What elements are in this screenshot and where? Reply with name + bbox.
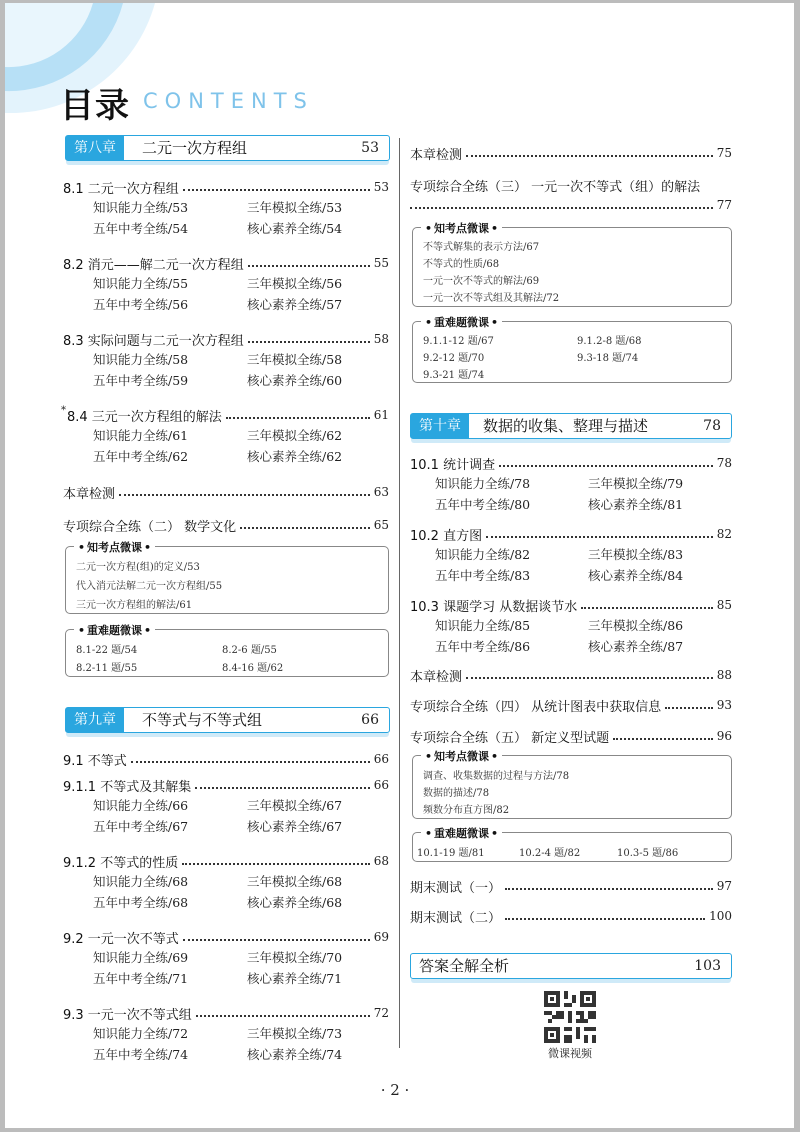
- box-label: • 知考点微课 •: [421, 220, 502, 236]
- answers-page: 103: [694, 958, 721, 974]
- knowledge-microlesson-box: [412, 750, 732, 819]
- qr-caption: 微课视频: [548, 1047, 592, 1060]
- entry-title: 专项综合全练（三） 一元一次不等式（组）的解法: [410, 179, 701, 195]
- chapter-name: 二元一次方程组: [142, 139, 248, 157]
- entry-title: 10.2 直方图: [410, 528, 483, 544]
- sub-entry[interactable]: 五年中考全练/67: [93, 819, 189, 834]
- chapter-page: 66: [361, 712, 379, 728]
- chapter-number: 第九章: [66, 708, 124, 732]
- entry-title: 本章检测: [63, 486, 116, 502]
- entry-title: 9.3 一元一次不等式组: [63, 1007, 192, 1023]
- sub-entry[interactable]: 核心素养全练/81: [588, 497, 684, 512]
- knowledge-microlesson-box: [412, 222, 732, 307]
- microlesson-item[interactable]: 8.2-6 题/55: [222, 645, 277, 656]
- entry-title: 期末测试（二）: [410, 910, 502, 926]
- answers-header[interactable]: [410, 953, 732, 979]
- toc-entry-8-1[interactable]: [63, 177, 389, 197]
- chapter-10-header[interactable]: [410, 413, 732, 439]
- chapter-page: 53: [361, 140, 379, 156]
- entry-title: 8.1 二元一次方程组: [63, 181, 179, 197]
- answers-name: 答案全解全析: [419, 957, 510, 975]
- difficult-microlesson-box: [412, 827, 732, 862]
- sub-entry[interactable]: 知识能力全练/82: [435, 547, 531, 562]
- sub-entry[interactable]: 知识能力全练/53: [93, 200, 189, 215]
- chapter-9-header[interactable]: [65, 707, 390, 733]
- sub-entry[interactable]: 知识能力全练/78: [435, 476, 531, 491]
- chapter-name: 数据的收集、整理与描述: [483, 417, 649, 435]
- toc-entry-special-5[interactable]: [410, 726, 732, 746]
- qr-code-icon[interactable]: [544, 991, 596, 1043]
- toc-entry-special-3[interactable]: [410, 175, 732, 195]
- sub-entry[interactable]: 知识能力全练/55: [93, 276, 189, 291]
- toc-entry-special-3-leader[interactable]: [410, 195, 732, 215]
- microlesson-item[interactable]: 不等式解集的表示方法/67: [423, 242, 540, 253]
- difficult-microlesson-box: [412, 316, 732, 383]
- sub-entry[interactable]: 三年模拟全练/79: [588, 476, 684, 491]
- toc-entry-9-3[interactable]: [63, 1003, 389, 1023]
- microlesson-item[interactable]: 频数分布直方图/82: [423, 805, 510, 816]
- toc-entry-special-2[interactable]: [63, 515, 389, 535]
- entry-page: 78: [716, 456, 732, 470]
- microlesson-item[interactable]: 9.1.2-8 题/68: [577, 336, 642, 347]
- sub-entry[interactable]: 五年中考全练/54: [93, 221, 189, 236]
- chapter-number: 第八章: [66, 136, 124, 160]
- entry-page: 75: [716, 146, 732, 160]
- sub-entry[interactable]: 五年中考全练/62: [93, 449, 189, 464]
- toc-entry-8-3[interactable]: [63, 329, 389, 349]
- sub-entry[interactable]: 三年模拟全练/62: [247, 428, 343, 443]
- entry-title: 8.4 三元一次方程组的解法: [67, 409, 222, 425]
- sub-entry[interactable]: 核心素养全练/74: [247, 1047, 343, 1062]
- sub-entry[interactable]: 三年模拟全练/86: [588, 618, 684, 633]
- toc-entry-final-1[interactable]: [410, 876, 732, 896]
- entry-page: 69: [373, 930, 389, 944]
- entry-page: 55: [373, 256, 389, 270]
- toc-entry-8-4[interactable]: [61, 405, 389, 425]
- sub-entry[interactable]: 三年模拟全练/68: [247, 874, 343, 889]
- entry-page: 66: [373, 752, 389, 766]
- entry-title: 本章检测: [410, 669, 463, 685]
- toc-page: [5, 3, 794, 1128]
- microlesson-item[interactable]: 不等式的性质/68: [423, 259, 500, 270]
- microlesson-item[interactable]: 10.3-5 题/86: [617, 848, 679, 859]
- chapter-name: 不等式与不等式组: [142, 711, 263, 729]
- entry-page: 93: [716, 698, 732, 712]
- microlesson-item[interactable]: 调查、收集数据的过程与方法/78: [423, 771, 570, 782]
- entry-page: 82: [716, 527, 732, 541]
- toc-entry-10-1[interactable]: [410, 453, 732, 473]
- entry-page: 66: [373, 778, 389, 792]
- sub-entry[interactable]: 核心素养全练/57: [247, 297, 343, 312]
- sub-entry[interactable]: 核心素养全练/62: [247, 449, 343, 464]
- microlesson-item[interactable]: 10.1-19 题/81: [417, 848, 485, 859]
- entry-page: 72: [373, 1006, 389, 1020]
- entry-title: 专项综合全练（五） 新定义型试题: [410, 730, 610, 746]
- difficult-microlesson-box: [65, 624, 389, 677]
- microlesson-item[interactable]: 代入消元法解二元一次方程组/55: [76, 581, 223, 592]
- microlesson-item[interactable]: 一元一次不等式的解法/69: [423, 276, 540, 287]
- sub-entry[interactable]: 五年中考全练/80: [435, 497, 531, 512]
- toc-entry-chapter-test[interactable]: [410, 665, 732, 685]
- sub-entry[interactable]: 知识能力全练/85: [435, 618, 531, 633]
- microlesson-item[interactable]: 9.3-18 题/74: [577, 353, 639, 364]
- entry-page: 100: [709, 909, 732, 923]
- sub-entry[interactable]: 核心素养全练/87: [588, 639, 684, 654]
- microlesson-item[interactable]: 8.4-16 题/62: [222, 663, 284, 674]
- entry-page: 88: [716, 668, 732, 682]
- chapter-8-header[interactable]: [65, 135, 390, 161]
- sub-entry[interactable]: 三年模拟全练/70: [247, 950, 343, 965]
- sub-entry[interactable]: 五年中考全练/59: [93, 373, 189, 388]
- optional-star: *: [61, 404, 66, 416]
- sub-entry[interactable]: 知识能力全练/61: [93, 428, 189, 443]
- sub-entry[interactable]: 三年模拟全练/67: [247, 798, 343, 813]
- sub-entry[interactable]: 知识能力全练/72: [93, 1026, 189, 1041]
- entry-page: 58: [373, 332, 389, 346]
- sub-entry[interactable]: 知识能力全练/68: [93, 874, 189, 889]
- entry-title: 10.1 统计调查: [410, 457, 496, 473]
- sub-entry[interactable]: 五年中考全练/83: [435, 568, 531, 583]
- microlesson-item[interactable]: 9.3-21 题/74: [423, 370, 485, 381]
- sub-entry[interactable]: 核心素养全练/71: [247, 971, 343, 986]
- toc-entry-9-1-1[interactable]: [63, 775, 389, 795]
- sub-entry[interactable]: 三年模拟全练/83: [588, 547, 684, 562]
- entry-title: 专项综合全练（四） 从统计图表中获取信息: [410, 699, 662, 715]
- toc-entry-final-2[interactable]: [410, 906, 732, 926]
- entry-page: 96: [716, 729, 732, 743]
- sub-entry[interactable]: 知识能力全练/58: [93, 352, 189, 367]
- entry-page: 65: [373, 518, 389, 532]
- toc-entry-chapter-test[interactable]: [410, 143, 732, 163]
- chapter-number: 第十章: [411, 414, 469, 438]
- toc-entry-10-2[interactable]: [410, 524, 732, 544]
- sub-entry[interactable]: 三年模拟全练/73: [247, 1026, 343, 1041]
- page-title-en: CONTENTS: [143, 89, 314, 113]
- chapter-page: 78: [703, 418, 721, 434]
- sub-entry[interactable]: 三年模拟全练/56: [247, 276, 343, 291]
- microlesson-item[interactable]: 10.2-4 题/82: [519, 848, 581, 859]
- microlesson-item[interactable]: 一元一次不等式组及其解法/72: [423, 293, 560, 304]
- microlesson-item[interactable]: 8.2-11 题/55: [76, 663, 138, 674]
- entry-page: 63: [373, 485, 389, 499]
- entry-page: 68: [373, 854, 389, 868]
- toc-entry-9-1-2[interactable]: [63, 851, 389, 871]
- sub-entry[interactable]: 知识能力全练/69: [93, 950, 189, 965]
- sub-entry[interactable]: 核心素养全练/60: [247, 373, 343, 388]
- entry-title: 8.3 实际问题与二元一次方程组: [63, 333, 244, 349]
- entry-title: 专项综合全练（二） 数学文化: [63, 519, 237, 535]
- microlesson-item[interactable]: 三元一次方程组的解法/61: [76, 600, 193, 611]
- entry-page: 97: [716, 879, 732, 893]
- microlesson-item[interactable]: 8.1-22 题/54: [76, 645, 138, 656]
- entry-title: 8.2 消元——解二元一次方程组: [63, 257, 244, 273]
- microlesson-item[interactable]: 9.2-12 题/70: [423, 353, 485, 364]
- sub-entry[interactable]: 核心素养全练/68: [247, 895, 343, 910]
- entry-title: 10.3 课题学习 从数据谈节水: [410, 599, 578, 615]
- entry-title: 9.1 不等式: [63, 753, 127, 769]
- box-label: • 重难题微课 •: [421, 825, 502, 841]
- sub-entry[interactable]: 三年模拟全练/58: [247, 352, 343, 367]
- toc-entry-chapter-test[interactable]: [63, 482, 389, 502]
- entry-title: 9.1.1 不等式及其解集: [63, 779, 192, 795]
- sub-entry[interactable]: 三年模拟全练/53: [247, 200, 343, 215]
- microlesson-item[interactable]: 数据的描述/78: [423, 788, 490, 799]
- sub-entry[interactable]: 核心素养全练/67: [247, 819, 343, 834]
- sub-entry[interactable]: 知识能力全练/66: [93, 798, 189, 813]
- toc-entry-10-3[interactable]: [410, 595, 732, 615]
- page-number: · 2 ·: [380, 1081, 410, 1099]
- box-label: • 重难题微课 •: [74, 622, 155, 638]
- box-label: • 重难题微课 •: [421, 314, 502, 330]
- knowledge-microlesson-box: [65, 541, 389, 614]
- box-label: • 知考点微课 •: [74, 539, 155, 555]
- entry-title: 本章检测: [410, 147, 463, 163]
- entry-page: 61: [373, 408, 389, 422]
- entry-title: 9.2 一元一次不等式: [63, 931, 179, 947]
- toc-entry-8-2[interactable]: [63, 253, 389, 273]
- entry-page: 77: [716, 198, 732, 212]
- page-title: 目录: [60, 86, 130, 126]
- entry-title: 期末测试（一）: [410, 880, 502, 896]
- sub-entry[interactable]: 五年中考全练/68: [93, 895, 189, 910]
- entry-title: 9.1.2 不等式的性质: [63, 855, 179, 871]
- entry-page: 85: [716, 598, 732, 612]
- box-label: • 知考点微课 •: [421, 748, 502, 764]
- microlesson-item[interactable]: 二元一次方程(组)的定义/53: [76, 562, 200, 573]
- column-divider: [399, 138, 400, 1048]
- sub-entry[interactable]: 五年中考全练/86: [435, 639, 531, 654]
- sub-entry[interactable]: 五年中考全练/71: [93, 971, 189, 986]
- sub-entry[interactable]: 核心素养全练/84: [588, 568, 684, 583]
- toc-entry-9-1[interactable]: [63, 749, 389, 769]
- microlesson-item[interactable]: 9.1.1-12 题/67: [423, 336, 494, 347]
- sub-entry[interactable]: 五年中考全练/56: [93, 297, 189, 312]
- sub-entry[interactable]: 核心素养全练/54: [247, 221, 343, 236]
- toc-entry-9-2[interactable]: [63, 927, 389, 947]
- entry-page: 53: [373, 180, 389, 194]
- sub-entry[interactable]: 五年中考全练/74: [93, 1047, 189, 1062]
- toc-entry-special-4[interactable]: [410, 695, 732, 715]
